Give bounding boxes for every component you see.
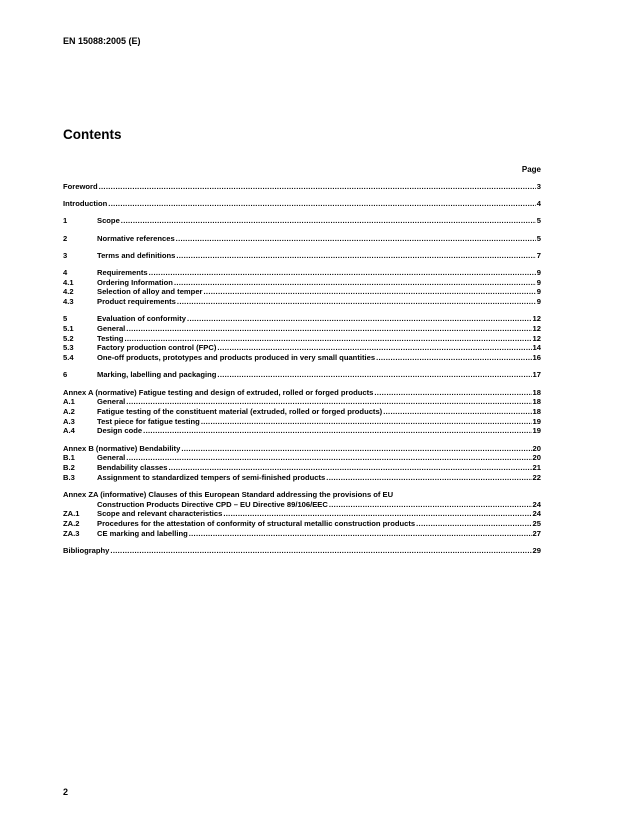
toc-entry-number: 4.1: [63, 277, 74, 287]
toc-leader-dots: [176, 234, 536, 244]
toc-entry[interactable]: [63, 519, 541, 529]
toc-entry[interactable]: [63, 334, 541, 344]
toc-entry-number: 5.1: [63, 324, 74, 334]
toc-entry-title: Procedures for the attestation of conformity of structural metallic construction products: [97, 518, 416, 528]
toc-entry-title: Evaluation of conformity: [97, 314, 187, 324]
toc-entry-number: 5.2: [63, 333, 74, 343]
toc-entry[interactable]: [63, 463, 541, 473]
toc-leader-dots: [383, 407, 531, 417]
toc-entry-page: 20: [532, 453, 541, 463]
toc-entry-page: 5: [536, 233, 541, 243]
toc-leader-dots: [174, 278, 536, 288]
toc-leader-dots: [201, 417, 532, 427]
toc-entry-title: Design code: [97, 426, 143, 436]
toc-entry-title: Annex A (normative) Fatigue testing and design of extruded, rolled or forged products: [63, 387, 374, 397]
toc-entry-page: 9: [536, 277, 541, 287]
toc-leader-dots: [374, 388, 531, 398]
toc-entry-number: B.1: [63, 453, 75, 463]
toc-entry-title: Testing: [97, 333, 124, 343]
toc-leader-dots: [149, 268, 536, 278]
toc-entry-page: 3: [536, 182, 541, 191]
toc-entry-page: 9: [536, 297, 541, 307]
toc-leader-dots: [124, 334, 531, 344]
toc-entry-title: Selection of alloy and temper: [97, 287, 203, 297]
table-of-contents: [63, 182, 541, 556]
toc-entry-page: 18: [532, 397, 541, 407]
toc-entry-title: Factory production control (FPC): [97, 343, 217, 353]
toc-entry[interactable]: [63, 268, 541, 278]
toc-leader-dots: [126, 453, 531, 463]
toc-entry-page: 9: [536, 268, 541, 278]
toc-leader-dots: [217, 370, 531, 380]
document-header: EN 15088:2005 (E): [63, 36, 141, 46]
toc-entry-title: General: [97, 453, 126, 463]
toc-entry-page: 9: [536, 287, 541, 297]
toc-entry-number: A.2: [63, 406, 75, 416]
toc-entry-page: 17: [532, 370, 541, 380]
toc-entry[interactable]: [63, 397, 541, 407]
toc-entry-title: Requirements: [97, 268, 148, 278]
toc-entry-page: 12: [532, 324, 541, 334]
toc-entry[interactable]: [63, 490, 541, 509]
toc-entry[interactable]: [63, 417, 541, 427]
toc-entry-number: B.3: [63, 472, 75, 482]
toc-leader-dots: [143, 426, 531, 436]
toc-entry-page: 18: [532, 406, 541, 416]
toc-leader-dots: [110, 546, 531, 556]
toc-entry-title: Annex B (normative) Bendability: [63, 443, 181, 453]
toc-entry[interactable]: [63, 473, 541, 483]
toc-entry[interactable]: [63, 251, 541, 261]
toc-entry-number: 5.4: [63, 353, 74, 363]
toc-leader-dots: [189, 529, 532, 539]
toc-entry-page: 12: [532, 333, 541, 343]
toc-leader-dots: [169, 463, 532, 473]
toc-entry-number: A.3: [63, 416, 75, 426]
toc-leader-dots: [187, 314, 532, 324]
toc-leader-dots: [217, 343, 531, 353]
toc-entry-page: 24: [532, 499, 541, 509]
toc-entry-page: 25: [532, 518, 541, 528]
toc-entry[interactable]: [63, 353, 541, 363]
toc-entry-title: Fatigue testing of the constituent material (extruded, rolled or forged products): [97, 406, 383, 416]
toc-entry-title: General: [97, 324, 126, 334]
toc-entry-title: Annex ZA (informative) Clauses of this European Standard addressing the provisions of EU: [63, 489, 394, 499]
toc-leader-dots: [223, 509, 531, 519]
toc-leader-dots: [126, 397, 531, 407]
toc-entry-page: 16: [532, 353, 541, 363]
toc-entry[interactable]: [63, 278, 541, 288]
contents-title: Contents: [63, 127, 122, 142]
toc-leader-dots: [99, 182, 536, 192]
toc-entry-page: 29: [532, 545, 541, 555]
toc-leader-dots: [126, 324, 531, 334]
toc-entry-title: CE marking and labelling: [97, 528, 188, 538]
toc-leader-dots: [108, 199, 535, 209]
toc-entry[interactable]: [63, 388, 541, 398]
toc-entry[interactable]: [63, 546, 541, 556]
toc-entry-page: 4: [536, 199, 541, 209]
toc-entry-number: B.2: [63, 462, 75, 472]
toc-entry[interactable]: [63, 453, 541, 463]
toc-leader-dots: [326, 473, 531, 483]
toc-entry-page: 20: [532, 443, 541, 453]
toc-entry-title: Scope and relevant characteristics: [97, 509, 223, 519]
toc-entry-page: 21: [532, 462, 541, 472]
toc-entry[interactable]: [63, 216, 541, 226]
toc-entry-number: A.4: [63, 426, 75, 436]
toc-leader-dots: [177, 297, 536, 307]
toc-entry[interactable]: [63, 370, 541, 380]
toc-entry-page: 24: [532, 509, 541, 519]
toc-entry-title: General: [97, 397, 126, 407]
toc-entry-title: One-off products, prototypes and products produced in very small quantities: [97, 353, 376, 363]
toc-entry-number: 4.3: [63, 297, 74, 307]
toc-leader-dots: [376, 353, 531, 363]
toc-entry-page: 18: [532, 387, 541, 397]
toc-entry-title: Test piece for fatigue testing: [97, 416, 200, 426]
toc-entry-number: 3: [63, 250, 68, 260]
toc-leader-dots: [329, 500, 532, 510]
toc-entry[interactable]: [63, 199, 541, 209]
toc-entry-title: Assignment to standardized tempers of semi-finished products: [97, 472, 326, 482]
toc-entry[interactable]: [63, 314, 541, 324]
toc-leader-dots: [181, 444, 531, 454]
toc-entry[interactable]: [63, 324, 541, 334]
toc-leader-dots: [204, 287, 536, 297]
toc-entry[interactable]: [63, 182, 541, 192]
page-number: 2: [63, 787, 69, 797]
toc-entry-number: 4: [63, 268, 68, 278]
toc-entry-title: Product requirements: [97, 297, 176, 307]
toc-entry-title: Foreword: [63, 182, 98, 191]
toc-entry-number: ZA.2: [63, 518, 80, 528]
toc-entry-title: Normative references: [97, 233, 175, 243]
toc-entry[interactable]: [63, 297, 541, 307]
toc-entry-page: 5: [536, 216, 541, 226]
toc-leader-dots: [416, 519, 531, 529]
page-column-label: Page: [521, 165, 541, 174]
toc-entry[interactable]: [63, 287, 541, 297]
toc-leader-dots: [121, 216, 536, 226]
toc-entry-number: A.1: [63, 397, 75, 407]
toc-entry-title: Introduction: [63, 199, 108, 209]
toc-entry-title: Scope: [97, 216, 120, 226]
toc-entry[interactable]: [63, 407, 541, 417]
toc-entry-page: 19: [532, 426, 541, 436]
toc-entry-title: Ordering Information: [97, 277, 173, 287]
toc-entry[interactable]: [63, 343, 541, 353]
toc-entry[interactable]: [63, 426, 541, 436]
toc-entry-number: 6: [63, 370, 68, 380]
toc-entry[interactable]: [63, 444, 541, 454]
toc-entry-page: 12: [532, 314, 541, 324]
toc-entry-page: 19: [532, 416, 541, 426]
toc-entry[interactable]: [63, 529, 541, 539]
toc-entry[interactable]: [63, 509, 541, 519]
toc-entry-number: ZA.3: [63, 528, 80, 538]
toc-entry-number: 4.2: [63, 287, 74, 297]
toc-entry-page: 22: [532, 472, 541, 482]
toc-entry-number: 5: [63, 314, 68, 324]
toc-entry-page: 27: [532, 528, 541, 538]
toc-entry-title: Terms and definitions: [97, 250, 176, 260]
toc-entry-number: 1: [63, 216, 68, 226]
toc-entry-title: Marking, labelling and packaging: [97, 370, 217, 380]
toc-leader-dots: [176, 251, 535, 261]
toc-entry-number: 5.3: [63, 343, 74, 353]
toc-entry-title: Bibliography: [63, 545, 110, 555]
toc-entry-page: 14: [532, 343, 541, 353]
toc-entry-number: 2: [63, 233, 68, 243]
toc-entry-number: ZA.1: [63, 509, 80, 519]
toc-entry-title: Bendability classes: [97, 462, 168, 472]
toc-entry[interactable]: [63, 234, 541, 244]
toc-entry-title-continued: Construction Products Directive CPD – EU Directive 89/106/EEC: [97, 499, 328, 509]
toc-entry-page: 7: [536, 250, 541, 260]
